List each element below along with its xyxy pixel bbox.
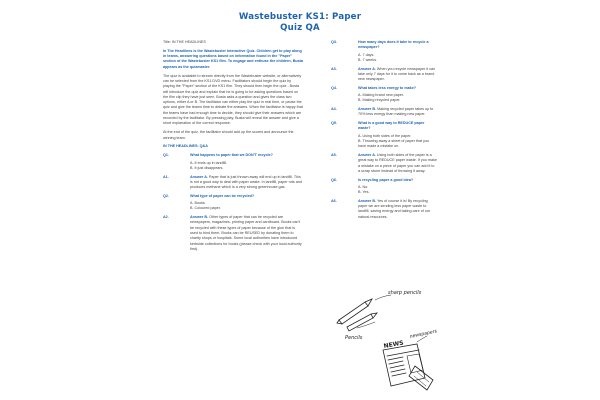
answer-text: Other types of paper that can be recycled are newspapers, magazines, printing paper and cardboard. Books can't be recycled with these types of paper because of the glue that is used to bind them. Books can be REUSED by donating them to charity shops or hospitals. Some local authorities have introduced kerbside collections for books (please check with your local authority first). xyxy=(190,215,302,251)
answer-lead: Answer B. xyxy=(190,215,209,220)
option-b: B. Yes. xyxy=(358,190,370,195)
question-text: What type of paper can be recycled? xyxy=(190,193,255,198)
item-label: A1. xyxy=(163,174,169,179)
option-b: B. Throwing away a sheet of paper that you have made a mistake on. xyxy=(358,139,430,149)
answer-text: Making recycled paper takes up to 70% less energy than making new paper. xyxy=(358,107,434,117)
option-b: B. Making recycled paper. xyxy=(358,98,401,103)
question-q5 xyxy=(331,121,437,149)
document-title: Wastebuster KS1: Paper xyxy=(238,12,362,22)
question-q1 xyxy=(163,153,303,171)
option-a: A. Using both sides of the paper. xyxy=(358,133,412,138)
pencil-icon xyxy=(337,299,372,324)
question-q4 xyxy=(331,86,437,104)
document-subtitle: Quiz QA xyxy=(280,23,320,33)
intro-paragraph: In The Headlines is the Wastebuster Interactive Quiz. Children get to play along in teams, answering questions based on information found in the "Paper" section of the Wastebuster KS1 film. To engage and enthuse the children, Busta appears as the quizmaster. xyxy=(163,48,303,69)
item-label: Q6. xyxy=(331,177,337,182)
item-label: A6. xyxy=(331,198,337,203)
scoring-paragraph: At the end of the quiz, the facilitator should add up the scores and announce the winning team. xyxy=(163,130,294,140)
answer-a2 xyxy=(163,215,303,252)
question-text: What is a good way to REDUCE paper waste? xyxy=(358,121,425,131)
label-newspapers: newspapers xyxy=(409,329,438,340)
pencil-icon xyxy=(347,313,377,331)
answer-lead: Answer A. xyxy=(358,66,376,71)
question-text: Is recycling paper a good idea? xyxy=(358,177,414,182)
answer-lead: Answer B. xyxy=(358,198,377,203)
question-q3 xyxy=(331,40,437,63)
option-b: B. It just disappears. xyxy=(190,165,224,170)
answer-lead: Answer A. xyxy=(358,153,376,157)
answer-a6 xyxy=(331,199,437,220)
item-label: Q1. xyxy=(163,153,169,158)
label-news: NEWS xyxy=(383,339,405,350)
option-b: B. 7 weeks. xyxy=(358,57,378,62)
answer-lead: Answer A. xyxy=(190,174,208,179)
item-label: Q4. xyxy=(331,85,337,90)
answer-text: Paper that is just thrown away will end up in landfill. This is not a good way to deal with paper waste. In landfill, paper rots and produces methane which is a very strong greenhouse gas. xyxy=(190,174,302,190)
instructions-paragraph: The quiz is available to stream directly from the Wastebuster website, or alternatively can be selected from the KS1 DVD menu. Facilitators should begin the quiz by playing the "Paper" section of the KS1 film. They should then begin the quiz - Busta will introduce the quiz and explain that he is going to be asking questions based on the film clip they have just seen. Busta asks a question and gives the class two options, either A or B. The facilitator can either play the quiz in real time, or pause the quiz and give the teams time to debate the answers. When the facilitator is happy that the teams have had enough time to decide, they should give their answers which are recorded by the facilitator. By pressing play, Busta will reveal the answer and give a short explanation of the correct response. xyxy=(163,73,303,126)
left-column xyxy=(163,40,303,256)
right-column xyxy=(331,40,437,223)
answer-text: When you recycle newspaper it can take only 7 days for it to come back as a brand new newspaper. xyxy=(358,66,436,82)
question-q2 xyxy=(163,194,303,212)
label-sharp-pencils: sharp pencils xyxy=(388,290,422,296)
option-a: A. 7 days. xyxy=(358,52,375,57)
option-a: A. Books. xyxy=(190,201,206,206)
answer-a5 xyxy=(331,153,437,174)
option-a: A. No. xyxy=(358,184,369,189)
qa-section-heading: IN THE HEADLINES: Q&A xyxy=(163,144,208,149)
item-label: A2. xyxy=(163,215,169,220)
answer-a4 xyxy=(331,107,437,118)
label-pencils: Pencils xyxy=(345,335,363,341)
answer-a1 xyxy=(163,175,303,191)
newspaper-roll-icon xyxy=(409,366,433,390)
pencils-newspapers-illustration xyxy=(335,282,439,396)
question-text: What takes less energy to make? xyxy=(358,85,416,90)
item-label: Q3. xyxy=(331,40,337,44)
item-label: Q2. xyxy=(163,193,169,198)
answer-text: Yes of course it is! By recycling paper we are sending less paper waste to landfill, saving energy and taking care of our natural resources. xyxy=(358,198,431,219)
option-a: A. Making brand new paper. xyxy=(358,93,404,98)
answer-a3 xyxy=(331,67,437,83)
answer-lead: Answer B. xyxy=(358,107,377,112)
item-label: Q5. xyxy=(331,121,337,126)
question-text: How many days does it take to recycle a newspaper? xyxy=(358,40,429,50)
option-b: B. Coloured paper. xyxy=(190,206,221,211)
answer-text: Using both sides of the paper is a great way to REDUCE paper waste. If you make a mistake on a piece of paper you can add it to a scrap stone instead of throwing it away. xyxy=(358,153,437,173)
question-q6 xyxy=(331,178,437,196)
question-text: What happens to paper that we DON'T recycle? xyxy=(190,153,273,158)
item-label: A5. xyxy=(331,153,337,157)
item-label: A3. xyxy=(331,66,337,71)
option-a: A. It ends up in landfill. xyxy=(190,160,228,165)
item-label: A4. xyxy=(331,107,337,112)
title-line: Title: IN THE HEADLINES xyxy=(163,40,206,44)
